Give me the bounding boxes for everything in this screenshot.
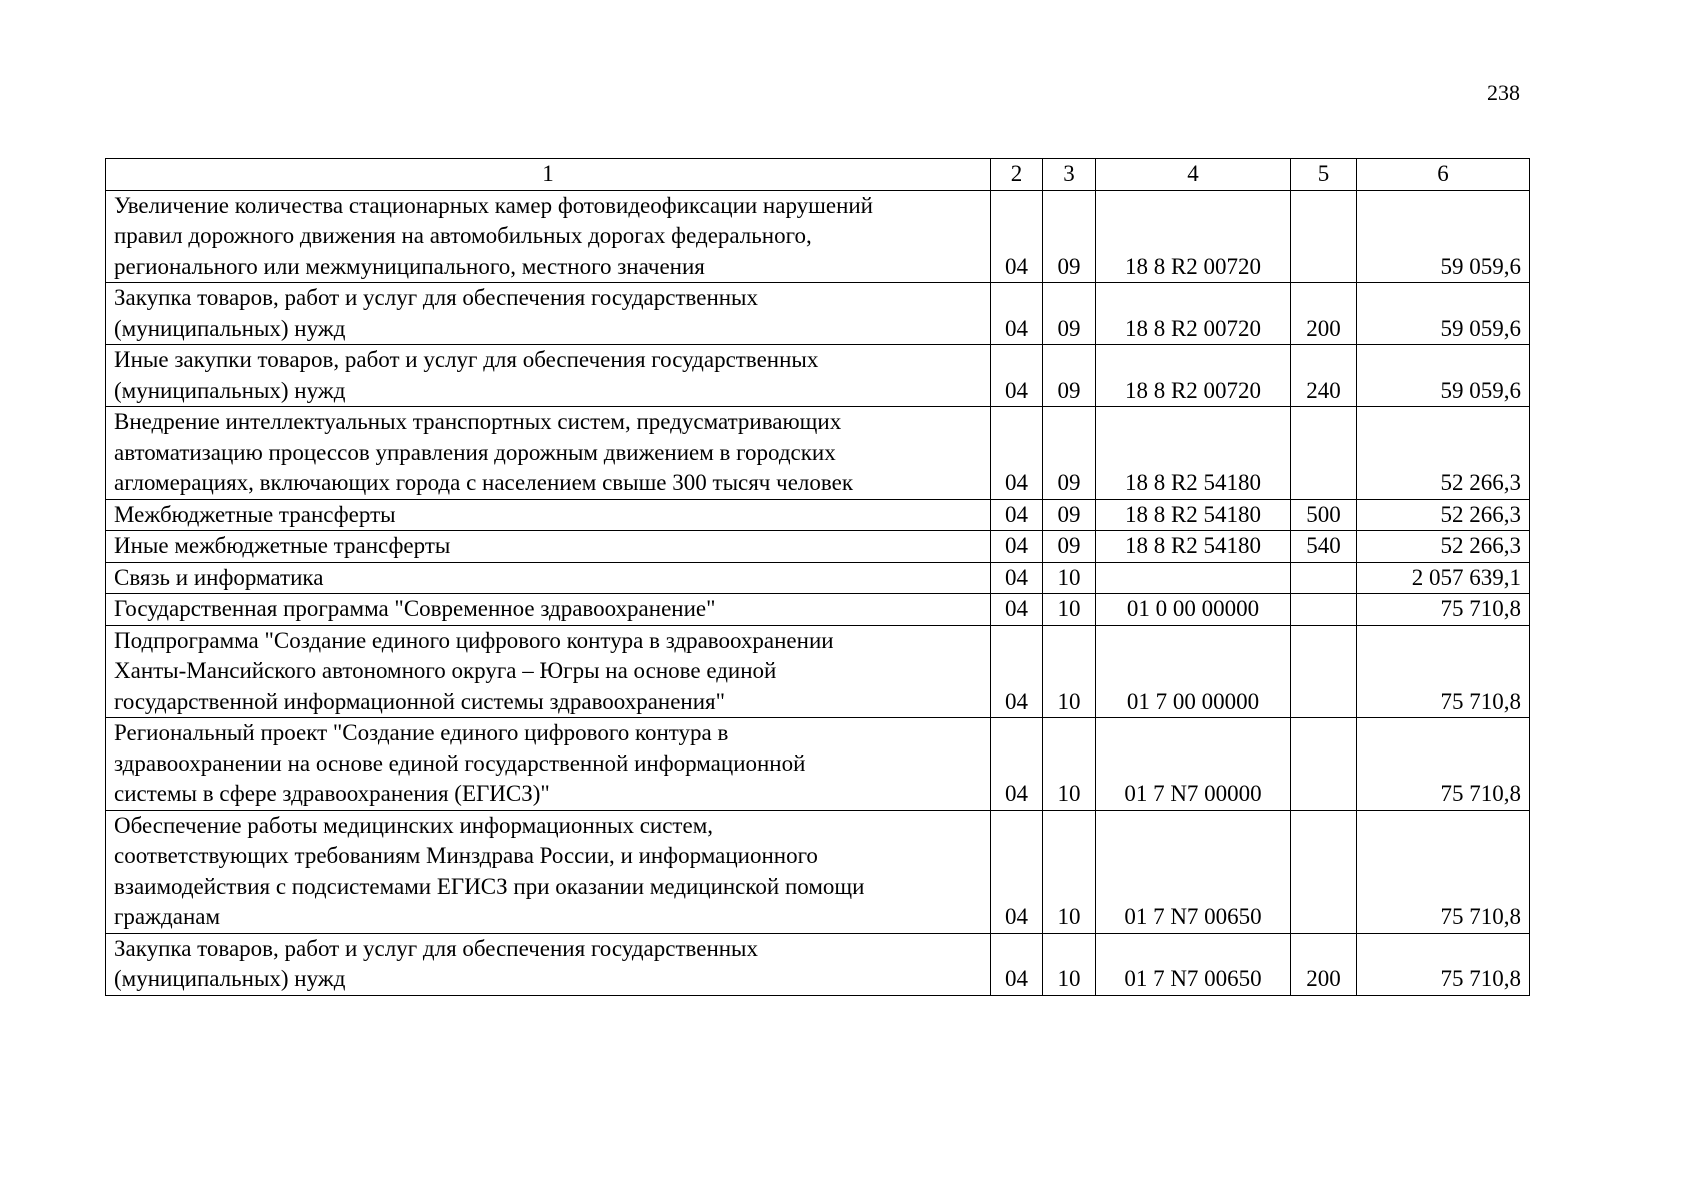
table-row xyxy=(106,718,1530,811)
subsection-code-cell: 10 xyxy=(1043,594,1096,626)
table-row xyxy=(106,594,1530,626)
section-code-cell: 04 xyxy=(991,190,1043,283)
section-code-cell: 04 xyxy=(991,283,1043,345)
table-row xyxy=(106,531,1530,563)
section-code-cell: 04 xyxy=(991,499,1043,531)
row-name-line: системы в сфере здравоохранения (ЕГИСЗ)" xyxy=(114,781,550,806)
row-name-cell xyxy=(106,625,991,718)
target-article-cell: 18 8 R2 54180 xyxy=(1096,499,1291,531)
expense-type-cell xyxy=(1291,718,1357,811)
row-name-line: (муниципальных) нужд xyxy=(114,377,346,403)
row-name-line: регионального или межмуниципального, местного значения xyxy=(114,253,705,279)
table-row xyxy=(106,283,1530,345)
amount-cell: 59 059,6 xyxy=(1357,283,1530,345)
row-name-line: Иные закупки товаров, работ и услуг для обеспечения государственных xyxy=(114,347,819,372)
row-name-line: Закупка товаров, работ и услуг для обеспечения государственных xyxy=(114,935,759,961)
row-name-cell xyxy=(106,190,991,283)
expense-type-cell: 500 xyxy=(1291,499,1357,531)
section-code-cell: 04 xyxy=(991,625,1043,718)
table-row xyxy=(106,810,1530,933)
amount-cell: 75 710,8 xyxy=(1357,933,1530,995)
header-col-1: 1 xyxy=(106,159,991,191)
target-article-cell: 01 0 00 00000 xyxy=(1096,594,1291,626)
subsection-code-cell: 10 xyxy=(1043,718,1096,811)
row-name-cell xyxy=(106,594,991,626)
section-code-cell: 04 xyxy=(991,407,1043,500)
target-article-cell: 01 7 N7 00650 xyxy=(1096,810,1291,933)
expense-type-cell xyxy=(1291,810,1357,933)
amount-cell: 52 266,3 xyxy=(1357,407,1530,500)
row-name-line: Увеличение количества стационарных камер фотовидеофиксации нарушений xyxy=(114,192,873,218)
header-col-6: 6 xyxy=(1357,159,1530,191)
row-name-line: Закупка товаров, работ и услуг для обеспечения государственных xyxy=(114,285,759,310)
header-row xyxy=(106,159,1530,191)
row-name-line: Внедрение интеллектуальных транспортных систем, предусматривающих xyxy=(114,409,842,434)
target-article-cell: 01 7 00 00000 xyxy=(1096,625,1291,718)
target-article-cell: 18 8 R2 00720 xyxy=(1096,345,1291,407)
subsection-code-cell: 10 xyxy=(1043,625,1096,718)
amount-cell: 59 059,6 xyxy=(1357,190,1530,283)
table-header xyxy=(106,159,1530,191)
subsection-code-cell: 09 xyxy=(1043,345,1096,407)
subsection-code-cell: 10 xyxy=(1043,562,1096,594)
row-name-line: соответствующих требованиям Минздрава России, и информационного xyxy=(114,843,818,868)
row-name-line: (муниципальных) нужд xyxy=(114,966,346,991)
row-name-line: Межбюджетные трансферты xyxy=(114,501,396,527)
expense-type-cell: 540 xyxy=(1291,531,1357,563)
expense-type-cell: 240 xyxy=(1291,345,1357,407)
amount-cell: 75 710,8 xyxy=(1357,594,1530,626)
table-body xyxy=(106,190,1530,995)
table-row xyxy=(106,345,1530,407)
expense-type-cell xyxy=(1291,594,1357,626)
row-name-line: Иные межбюджетные трансферты xyxy=(114,533,451,558)
section-code-cell: 04 xyxy=(991,810,1043,933)
row-name-cell xyxy=(106,283,991,345)
table-row xyxy=(106,190,1530,283)
subsection-code-cell: 09 xyxy=(1043,531,1096,563)
expense-type-cell xyxy=(1291,562,1357,594)
header-col-4: 4 xyxy=(1096,159,1291,191)
expense-type-cell: 200 xyxy=(1291,933,1357,995)
target-article-cell: 18 8 R2 00720 xyxy=(1096,283,1291,345)
target-article-cell: 18 8 R2 54180 xyxy=(1096,407,1291,500)
table-row xyxy=(106,933,1530,995)
row-name-line: Связь и информатика xyxy=(114,564,324,590)
expense-type-cell xyxy=(1291,625,1357,718)
expense-type-cell xyxy=(1291,407,1357,500)
section-code-cell: 04 xyxy=(991,933,1043,995)
amount-cell: 52 266,3 xyxy=(1357,499,1530,531)
table-row xyxy=(106,562,1530,594)
amount-cell: 2 057 639,1 xyxy=(1357,562,1530,594)
subsection-code-cell: 09 xyxy=(1043,283,1096,345)
row-name-line: здравоохранении на основе единой государственной информационной xyxy=(114,750,806,776)
subsection-code-cell: 10 xyxy=(1043,933,1096,995)
header-col-5: 5 xyxy=(1291,159,1357,191)
row-name-line: Подпрограмма "Создание единого цифрового контура в здравоохранении xyxy=(114,627,834,653)
row-name-line: правил дорожного движения на автомобильных дорогах федерального, xyxy=(114,223,812,248)
row-name-cell xyxy=(106,499,991,531)
section-code-cell: 04 xyxy=(991,345,1043,407)
table-row xyxy=(106,625,1530,718)
row-name-cell xyxy=(106,531,991,563)
amount-cell: 75 710,8 xyxy=(1357,718,1530,811)
target-article-cell: 18 8 R2 00720 xyxy=(1096,190,1291,283)
row-name-cell xyxy=(106,718,991,811)
expense-type-cell: 200 xyxy=(1291,283,1357,345)
row-name-cell xyxy=(106,345,991,407)
amount-cell: 75 710,8 xyxy=(1357,810,1530,933)
subsection-code-cell: 09 xyxy=(1043,499,1096,531)
row-name-line: (муниципальных) нужд xyxy=(114,315,346,341)
section-code-cell: 04 xyxy=(991,531,1043,563)
header-col-3: 3 xyxy=(1043,159,1096,191)
table-row xyxy=(106,407,1530,500)
target-article-cell: 01 7 N7 00000 xyxy=(1096,718,1291,811)
expense-type-cell xyxy=(1291,190,1357,283)
row-name-line: взаимодействия с подсистемами ЕГИСЗ при оказании медицинской помощи xyxy=(114,873,865,899)
row-name-line: автоматизацию процессов управления дорожным движением в городских xyxy=(114,439,836,465)
row-name-line: Региональный проект "Создание единого цифрового контура в xyxy=(114,720,729,745)
section-code-cell: 04 xyxy=(991,718,1043,811)
subsection-code-cell: 10 xyxy=(1043,810,1096,933)
table-row xyxy=(106,499,1530,531)
row-name-line: Обеспечение работы медицинских информационных систем, xyxy=(114,812,713,838)
budget-table xyxy=(105,158,1530,996)
section-code-cell: 04 xyxy=(991,594,1043,626)
header-col-2: 2 xyxy=(991,159,1043,191)
amount-cell: 59 059,6 xyxy=(1357,345,1530,407)
amount-cell: 52 266,3 xyxy=(1357,531,1530,563)
section-code-cell: 04 xyxy=(991,562,1043,594)
row-name-line: гражданам xyxy=(114,904,221,929)
target-article-cell xyxy=(1096,562,1291,594)
page-number: 238 xyxy=(1487,80,1520,105)
target-article-cell: 18 8 R2 54180 xyxy=(1096,531,1291,563)
row-name-line: Государственная программа "Современное здравоохранение" xyxy=(114,596,716,621)
subsection-code-cell: 09 xyxy=(1043,190,1096,283)
row-name-cell xyxy=(106,407,991,500)
target-article-cell: 01 7 N7 00650 xyxy=(1096,933,1291,995)
row-name-line: государственной информационной системы здравоохранения" xyxy=(114,688,726,714)
amount-cell: 75 710,8 xyxy=(1357,625,1530,718)
row-name-cell xyxy=(106,562,991,594)
row-name-cell xyxy=(106,810,991,933)
row-name-line: Ханты-Мансийского автономного округа – Югры на основе единой xyxy=(114,658,777,683)
row-name-line: агломерациях, включающих города с населением свыше 300 тысяч человек xyxy=(114,470,853,495)
row-name-cell xyxy=(106,933,991,995)
subsection-code-cell: 09 xyxy=(1043,407,1096,500)
